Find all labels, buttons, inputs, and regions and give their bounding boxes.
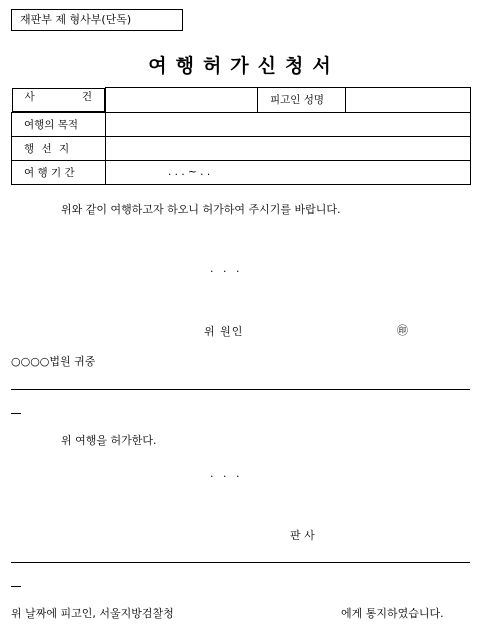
court-division-label: 재판부 제 형사부(단독) (11, 9, 183, 31)
row-subject (12, 88, 471, 113)
applicant-line: 위 원인 (204, 325, 244, 338)
judge-label: 판 사 (290, 529, 315, 542)
row-period (12, 160, 471, 184)
divider-1 (11, 389, 470, 390)
subject-label (12, 88, 106, 112)
defendant-name-field[interactable] (346, 88, 471, 113)
purpose-label: 여행의 목적 (12, 112, 106, 136)
period-text: . . . ~ . . (168, 165, 211, 178)
subject-value-field[interactable] (106, 88, 258, 113)
date-placeholder-1: . . . (210, 262, 243, 275)
seal-mark: ㊞ (397, 324, 408, 337)
period-field[interactable] (106, 160, 471, 184)
request-sentence: 위와 같이 여행하고자 하오니 허가하여 주시기를 바랍니다. (61, 203, 341, 216)
subject-label-b: 건 (81, 90, 92, 103)
dash-mark-2 (11, 586, 21, 587)
document-title: 여행허가신청서 (148, 55, 340, 77)
row-purpose (12, 112, 471, 136)
period-label: 여 행 기 간 (12, 160, 106, 184)
row-destination (12, 136, 471, 160)
subject-label-a: 사 (24, 90, 35, 103)
purpose-field[interactable] (106, 112, 471, 136)
destination-label: 행 선 지 (12, 136, 106, 160)
destination-field[interactable] (106, 136, 471, 160)
defendant-name-label: 피고인 성명 (258, 88, 346, 113)
divider-2 (11, 562, 470, 563)
addressee: ○○○○법원 귀중 (11, 355, 96, 368)
application-form-table (11, 87, 471, 185)
dash-mark-1 (11, 413, 21, 414)
notice-left: 위 날짜에 피고인, 서울지방검찰청 (11, 607, 174, 620)
approval-sentence: 위 여행을 허가한다. (61, 434, 157, 447)
date-placeholder-2: . . . (210, 467, 243, 480)
notice-right: 에게 통지하였습니다. (341, 607, 444, 620)
